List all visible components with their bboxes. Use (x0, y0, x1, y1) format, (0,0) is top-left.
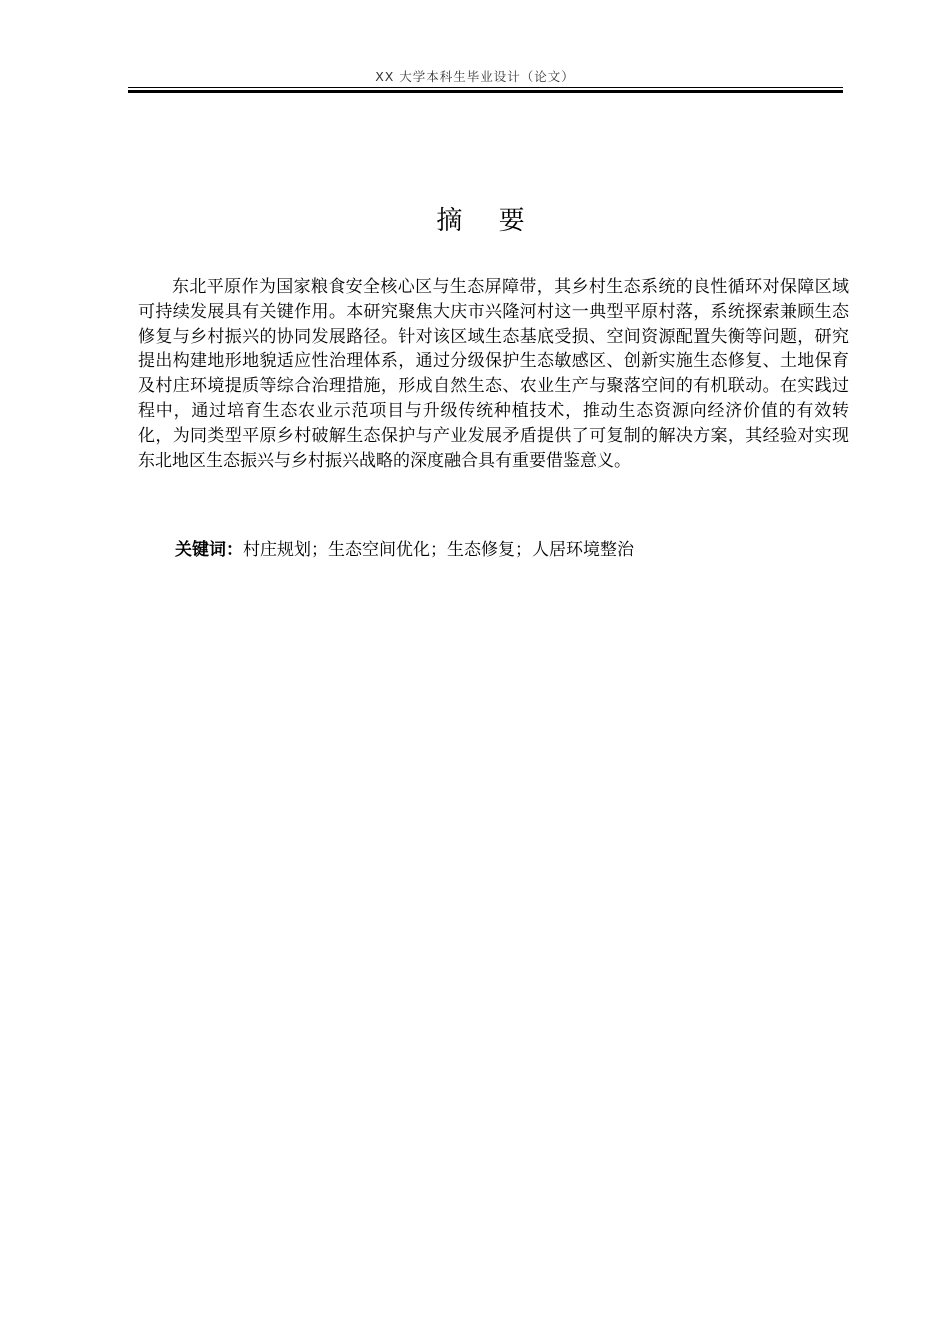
abstract-title: 摘 要 (436, 206, 539, 237)
abstract-body: 东北平原作为国家粮食安全核心区与生态屏障带，其乡村生态系统的良性循环对保障区域可持续发展具有关键作用。本研究聚焦大庆市兴隆河村这一典型平原村落，系统探索兼顾生态修复与乡村振兴的协同发展路径。针对该区域生态基底受损、空间资源配置失衡等问题，研究提出构建地形地貌适应性治理体系，通过分级保护生态敏感区、创新实施生态修复、土地保育及村庄环境提质等综合治理措施，形成自然生态、农业生产与聚落空间的有机联动。在实践过程中，通过培育生态农业示范项目与升级传统种植技术，推动生态资源向经济价值的有效转化，为同类型平原乡村破解生态保护与产业发展矛盾提供了可复制的解决方案，其经验对实现东北地区生态振兴与乡村振兴战略的深度融合具有重要借鉴意义。 (138, 277, 849, 471)
page-header: XX 大学本科生毕业设计（论文） (375, 69, 575, 84)
keywords-label: 关键词： (175, 540, 243, 560)
header-rule-thin (128, 87, 843, 88)
header-rule-thick (128, 90, 843, 93)
keywords-value: 村庄规划；生态空间优化；生态修复；人居环境整治 (243, 540, 634, 560)
keywords (175, 537, 634, 563)
